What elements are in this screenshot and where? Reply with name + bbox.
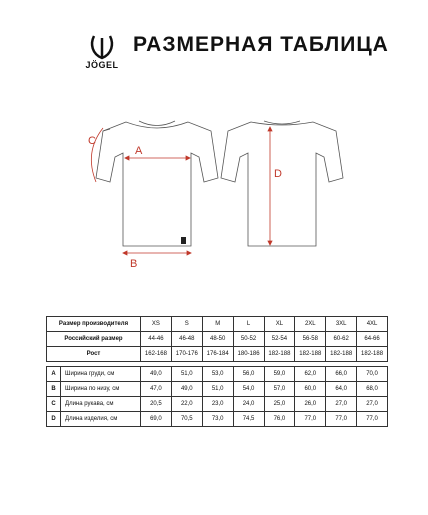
page-title: РАЗМЕРНАЯ ТАБЛИЦА: [133, 33, 389, 56]
table-cell: 54,0: [233, 382, 264, 397]
table-cell: 20,5: [141, 397, 172, 412]
table-cell: 60-62: [326, 332, 357, 347]
measure-letter: B: [47, 382, 61, 397]
size-cell: 3XL: [326, 317, 357, 332]
table-cell: 56-58: [295, 332, 326, 347]
height-label: Рост: [47, 347, 141, 362]
measure-label: Длина изделия, см: [61, 412, 141, 427]
tshirt-front-outline: [96, 122, 218, 246]
table-cell: 64,0: [326, 382, 357, 397]
size-cell: S: [171, 317, 202, 332]
table-cell: 77,0: [326, 412, 357, 427]
table-cell: 182-188: [295, 347, 326, 362]
table-cell: 51,0: [171, 367, 202, 382]
table-cell: 170-176: [171, 347, 202, 362]
table-cell: 25,0: [264, 397, 295, 412]
table-cell: 182-188: [357, 347, 388, 362]
table-cell: 53,0: [202, 367, 233, 382]
table-cell: 77,0: [357, 412, 388, 427]
measure-label: Ширина груди, см: [61, 367, 141, 382]
table-cell: 74,5: [233, 412, 264, 427]
table-cell: 182-188: [264, 347, 295, 362]
table-row: [47, 382, 388, 397]
table-cell: 182-188: [326, 347, 357, 362]
table-cell: 56,0: [233, 367, 264, 382]
dimension-label-d: D: [274, 168, 282, 180]
table-cell: 66,0: [326, 367, 357, 382]
ru-size-label: Российский размер: [47, 332, 141, 347]
table-cell: 69,0: [141, 412, 172, 427]
table-cell: 49,0: [171, 382, 202, 397]
table-cell: 27,0: [357, 397, 388, 412]
size-cell: XS: [141, 317, 172, 332]
table-cell: 60,0: [295, 382, 326, 397]
table-cell: 59,0: [264, 367, 295, 382]
table-cell: 27,0: [326, 397, 357, 412]
table-cell: 57,0: [264, 382, 295, 397]
size-cell: 2XL: [295, 317, 326, 332]
brand-logo-text: JÖGEL: [85, 60, 119, 70]
table-cell: 52-54: [264, 332, 295, 347]
size-cell: L: [233, 317, 264, 332]
table-cell: 176-184: [202, 347, 233, 362]
table-cell: 51,0: [202, 382, 233, 397]
table-row: [47, 317, 388, 332]
table-cell: 180-186: [233, 347, 264, 362]
table-cell: 70,5: [171, 412, 202, 427]
table-cell: 162-168: [141, 347, 172, 362]
table-cell: 76,0: [264, 412, 295, 427]
label-tag-icon: [181, 237, 186, 244]
size-cell: 4XL: [357, 317, 388, 332]
table-cell: 73,0: [202, 412, 233, 427]
dimension-label-b: B: [130, 258, 138, 270]
table-cell: 50-52: [233, 332, 264, 347]
table-cell: 62,0: [295, 367, 326, 382]
table-cell: 48-50: [202, 332, 233, 347]
table-cell: 26,0: [295, 397, 326, 412]
measure-letter: A: [47, 367, 61, 382]
table-cell: 64-66: [357, 332, 388, 347]
table-row: [47, 397, 388, 412]
table-cell: 49,0: [141, 367, 172, 382]
table-cell: 46-48: [171, 332, 202, 347]
table-cell: 70,0: [357, 367, 388, 382]
table-cell: 44-46: [141, 332, 172, 347]
table-cell: 47,0: [141, 382, 172, 397]
measure-label: Ширина по низу, см: [61, 382, 141, 397]
dimension-label-a: A: [135, 145, 143, 157]
table-cell: 77,0: [295, 412, 326, 427]
measure-letter: C: [47, 397, 61, 412]
table-cell: 24,0: [233, 397, 264, 412]
size-table: [46, 316, 388, 427]
table-row: [47, 347, 388, 362]
table-row: [47, 367, 388, 382]
size-cell: XL: [264, 317, 295, 332]
size-cell: M: [202, 317, 233, 332]
table-row: [47, 332, 388, 347]
table-cell: 22,0: [171, 397, 202, 412]
table-header-label: Размер производителя: [47, 317, 141, 332]
measure-label: Длина рукава, см: [61, 397, 141, 412]
dimension-label-c: C: [88, 135, 96, 147]
measure-letter: D: [47, 412, 61, 427]
table-row: [47, 412, 388, 427]
table-cell: 68,0: [357, 382, 388, 397]
tshirt-back-outline: [221, 122, 343, 246]
table-cell: 23,0: [202, 397, 233, 412]
